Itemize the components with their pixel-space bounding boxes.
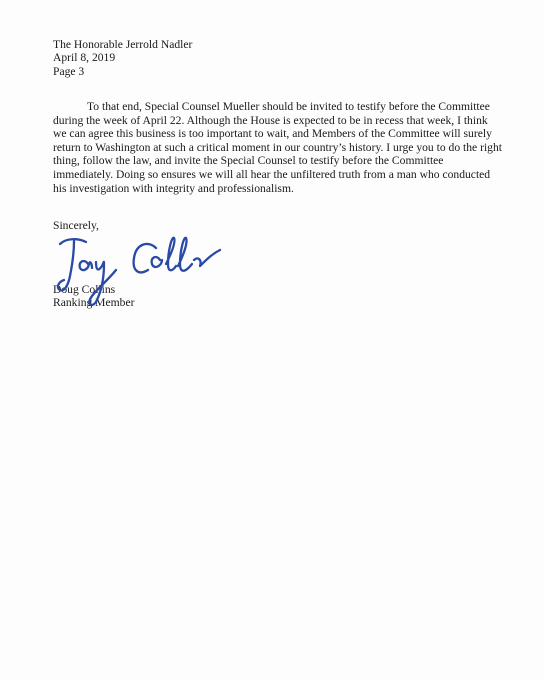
body-line-1: To that end, Special Counsel Mueller should be invited to testify before the Committee — [87, 100, 490, 113]
body-paragraph — [53, 100, 501, 195]
body-line-5: thing, follow the law, and invite the Special Counsel to testify before the Committee — [53, 154, 444, 168]
signer-name: Doug Collins — [53, 283, 116, 296]
body-line-2: during the week of April 22. Although the House is expected to be in recess that week, I think — [53, 113, 488, 127]
recipient-line: The Honorable Jerrold Nadler — [53, 38, 193, 51]
body-line-3: we can agree this business is too important to wait, and Members of the Committee will surely — [53, 127, 492, 141]
body-line-4: return to Washington at such a critical moment in our country’s history. I urge you to do the right — [53, 140, 502, 154]
page-number: Page 3 — [53, 64, 85, 78]
signer-title: Ranking Member — [53, 296, 135, 310]
date-line: April 8, 2019 — [53, 51, 116, 65]
letter-header — [53, 38, 192, 78]
body-line-6: immediately. Doing so ensures we will all hear the unfiltered truth from a man who conducted — [53, 167, 491, 181]
closing-salutation: Sincerely, — [53, 219, 99, 232]
body-line-7: his investigation with integrity and professionalism. — [53, 181, 294, 195]
handwritten-signature — [52, 230, 232, 308]
